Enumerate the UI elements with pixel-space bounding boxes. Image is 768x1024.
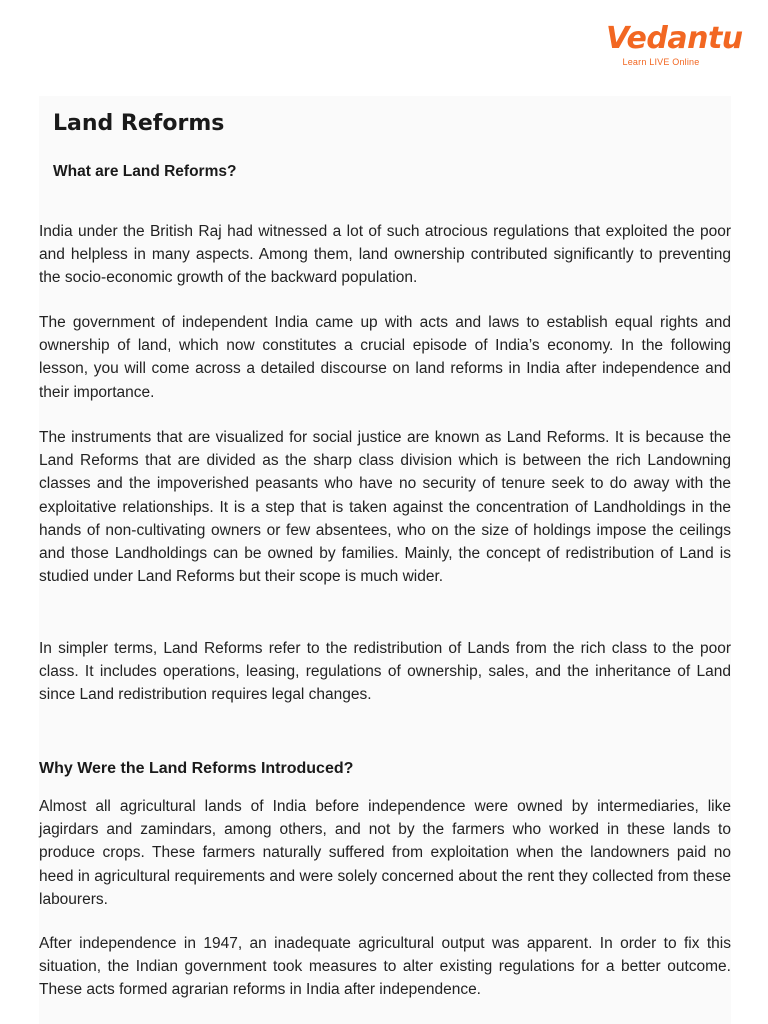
subheading: What are Land Reforms? [53,163,237,180]
paragraph-5: Almost all agricultural lands of India before independence were owned by intermediaries, like jagirdars and zamindars, among others, and not by the farmers who worked in these lands to produce crops. These farmers naturally suffered from exploitation when the landowners paid no heed in agricultural requirements and were solely concerned about the rent they collected from these labourers. [39,798,731,908]
page-title: Land Reforms [53,111,225,136]
paragraph-6: After independence in 1947, an inadequate agricultural output was apparent. In order to fix this situation, the Indian government took measures to alter existing regulations for a better outcome. These acts formed agrarian reforms in India after independence. [39,935,731,999]
logo-wordmark: Vedantu [606,21,743,56]
logo-tagline: Learn LIVE Online [622,57,700,67]
paragraph-3: The instruments that are visualized for social justice are known as Land Reforms. It is because the Land Reforms that are divided as the sharp class division which is between the rich Landowning classes and the impoverished peasants who have no security of tenure seek to do away with the exploitative relationships. It is a step that is taken against the concentration of Landholdings in the hands of non-cultivating owners or few absentees, who on the size of holdings impose the ceilings and those Landholdings can be owned by families. Mainly, the concept of redistribution of Land is studied under Land Reforms but their scope is much wider. [39,429,731,586]
section-heading: Why Were the Land Reforms Introduced? [39,760,354,777]
paragraph-4: In simpler terms, Land Reforms refer to the redistribution of Lands from the rich class to the poor class. It includes operations, leasing, regulations of ownership, sales, and the inheritance of Land since Land redistribution requires legal changes. [39,640,731,704]
paragraph-2: The government of independent India came up with acts and laws to establish equal rights and ownership of land, which now constitutes a crucial episode of India’s economy. In the following lesson, you will come across a detailed discourse on land reforms in India after independence and their importance. [39,314,731,401]
vedantu-logo[interactable] [606,21,743,67]
paragraph-1: India under the British Raj had witnessed a lot of such atrocious regulations that exploited the poor and helpless in many aspects. Among them, land ownership contributed significantly to preventing the socio-economic growth of the backward population. [39,223,731,287]
